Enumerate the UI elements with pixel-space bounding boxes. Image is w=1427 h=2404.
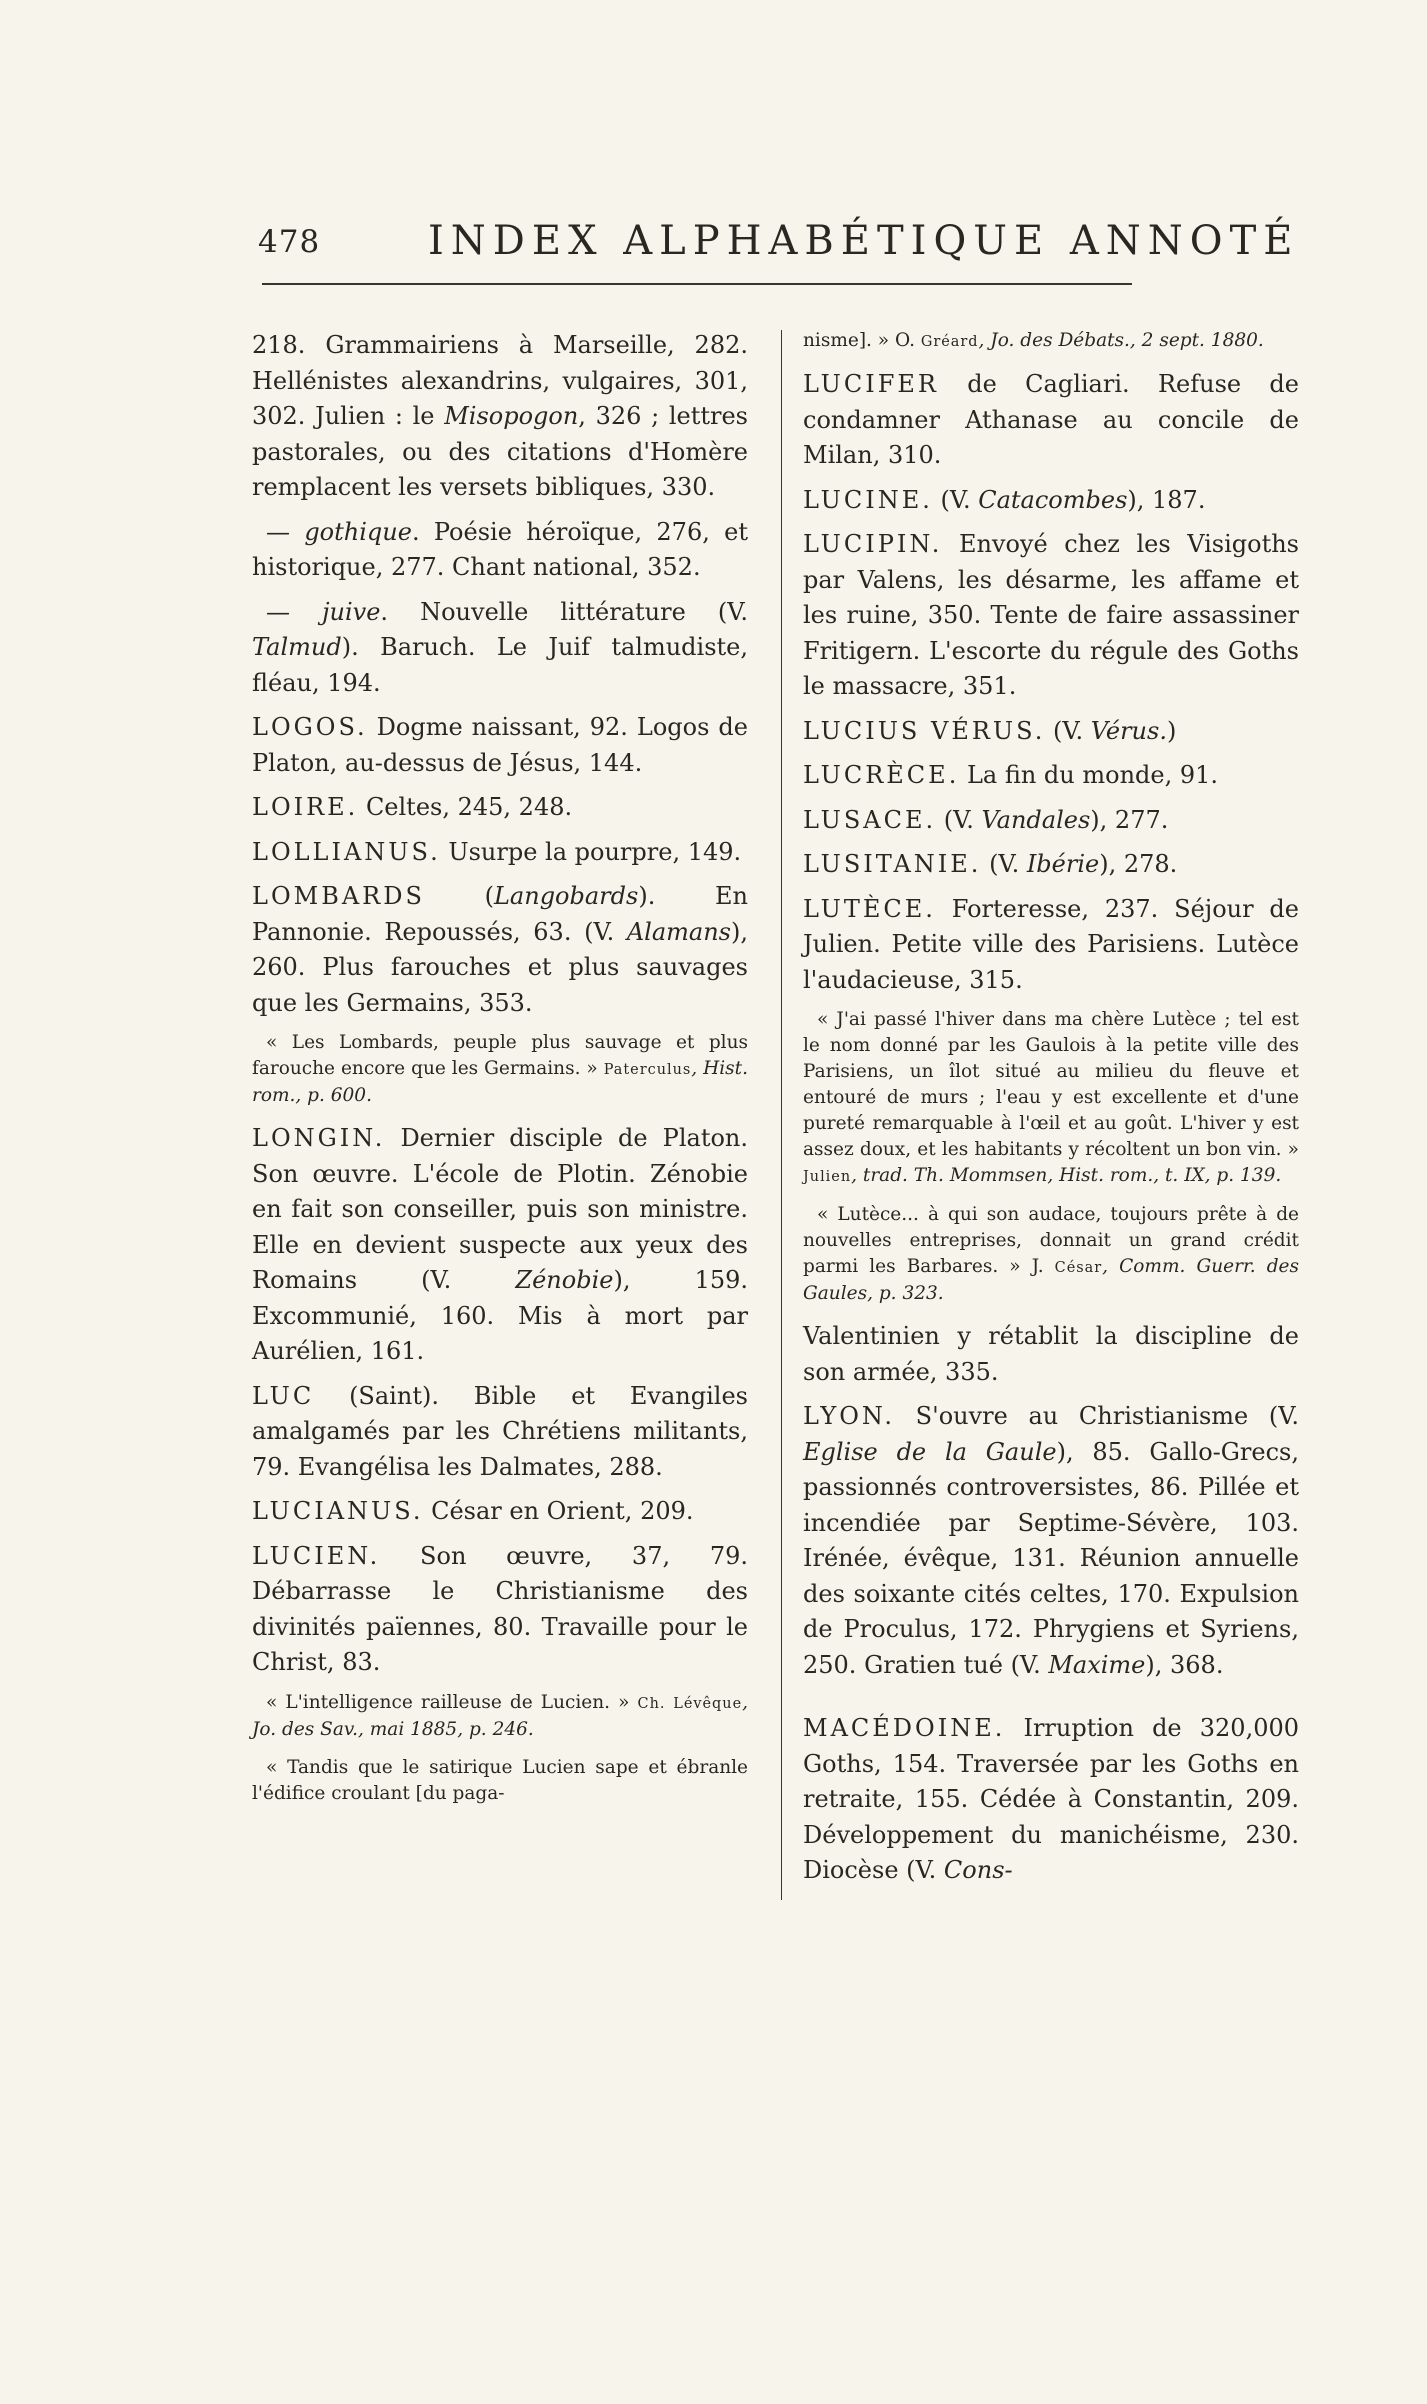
- quote-lutece-1: « J'ai passé l'hiver dans ma chère Lutèce ; tel est le nom donné par les Gaulois à la petite ville des Parisiens, un îlot situé au milieu du fleuve et entouré de murs ; l'eau y est excellente et d'une pureté remarquable à l'œil et au goût. L'hiver y est assez doux, et les habitants y récoltent un bon vin. » Julien, trad. Th. Mommsen, Hist. rom., t. IX, p. 139.: [803, 1009, 1299, 1186]
- entry-lutece: LUTÈCE. Forteresse, 237. Séjour de Julien. Petite ville des Parisiens. Lutèce l'audacieuse, 315.: [803, 894, 1299, 994]
- entry-litterature-juive: — juive. Nouvelle littérature (V. Talmud). Baruch. Le Juif talmudiste, fléau, 194.: [252, 597, 748, 697]
- entry-lucius-verus: LUCIUS VÉRUS. (V. Vérus.): [803, 716, 1177, 745]
- entry-lusace: LUSACE. (V. Vandales), 277.: [803, 805, 1169, 834]
- quote-lutece-2: « Lutèce... à qui son audace, toujours prête à de nouvelles entreprises, donnait un grand crédit parmi les Barbares. » J. César, Comm. Guerr. des Gaules, p. 323.: [803, 1204, 1300, 1304]
- left-column: [252, 328, 748, 1819]
- entry-lutece-tail: Valentinien y rétablit la discipline de son armée, 335.: [803, 1322, 1299, 1386]
- entry-lucine: LUCINE. (V. Catacombes), 187.: [803, 485, 1206, 514]
- entry-loire: LOIRE. Celtes, 245, 248.: [252, 793, 573, 821]
- entry-lollianus: LOLLIANUS. Usurpe la pourpre, 149.: [252, 837, 742, 866]
- running-title: INDEX ALPHABÉTIQUE ANNOTÉ: [428, 218, 1300, 264]
- quote-lucien-1: « L'intelligence railleuse de Lucien. » Ch. Lévêque, Jo. des Sav., mai 1885, p. 246.: [252, 1691, 748, 1740]
- entry-lucifer: LUCIFER de Cagliari. Refuse de condamner Athanase au concile de Milan, 310.: [803, 370, 1299, 469]
- entry-litterature-gothique: — gothique. Poésie héroïque, 276, et historique, 277. Chant national, 352.: [252, 517, 748, 581]
- entry-logos: LOGOS. Dogme naissant, 92. Logos de Platon, au-dessus de Jésus, 144.: [252, 713, 748, 777]
- page-number: 478: [258, 224, 321, 260]
- quote-lucien-2: « Tandis que le satirique Lucien sape et ébranle l'édifice croulant [du paga-: [252, 1756, 748, 1804]
- entry-lusitanie: LUSITANIE. (V. Ibérie), 278.: [803, 850, 1178, 878]
- header-rule: [262, 283, 1132, 285]
- entry-lucien: LUCIEN. Son œuvre, 37, 79. Débarrasse le Christianisme des divinités païennes, 80. Travaille pour le Christ, 83.: [252, 1541, 748, 1676]
- quote-lucien-2-cont: nisme]. » O. Gréard, Jo. des Débats., 2 sept. 1880.: [803, 330, 1264, 351]
- quote-lombards: « Les Lombards, peuple plus sauvage et plus farouche encore que les Germains. » Paterculus, Hist. rom., p. 600.: [252, 1032, 748, 1106]
- right-column: [803, 328, 1299, 1898]
- entry-lucrece: LUCRÈCE. La fin du monde, 91.: [803, 761, 1219, 789]
- entry-luc: LUC (Saint). Bible et Evangiles amalgamés par les Chrétiens militants, 79. Evangélisa les Dalmates, 288.: [252, 1381, 748, 1481]
- entry-lombards: LOMBARDS (Langobards). En Pannonie. Repoussés, 63. (V. Alamans), 260. Plus farouches et plus sauvages que les Germains, 353.: [252, 882, 748, 1017]
- entry-lucianus: LUCIANUS. César en Orient, 209.: [252, 1497, 694, 1525]
- entry-lyon: LYON. S'ouvre au Christianisme (V. Eglise de la Gaule), 85. Gallo-Grecs, passionnés controversistes, 86. Pillée et incendiée par Septime-Sévère, 103. Irénée, évêque, 131. Réunion annuelle des soixante cités celtes, 170. Expulsion de Proculus, 172. Phrygiens et Syriens, 250. Gratien tué (V. Maxime), 368.: [803, 1402, 1299, 1679]
- entry-lucipin: LUCIPIN. Envoyé chez les Visigoths par Valens, les désarme, les affame et les ruine, 350. Tente de faire assassiner Fritigern. L'escorte du régule des Goths le massacre, 351.: [803, 530, 1299, 700]
- entry-macedoine: MACÉDOINE. Irruption de 320,000 Goths, 154. Traversée par les Goths en retraite, 155. Cédée à Constantin, 209. Développement du manichéisme, 230. Diocèse (V. Cons-: [803, 1714, 1299, 1884]
- entry-litterature-cont: 218. Grammairiens à Marseille, 282. Hellénistes alexandrins, vulgaires, 301, 302. Julien : le Misopogon, 326 ; lettres pastorales, ou des citations d'Homère remplacent les versets bibliques, 330.: [252, 331, 748, 501]
- column-divider: [781, 330, 782, 1900]
- entry-longin: LONGIN. Dernier disciple de Platon. Son œuvre. L'école de Plotin. Zénobie en fait son conseiller, puis son ministre. Elle en devient suspecte aux yeux des Romains (V. Zénobie), 159. Excommunié, 160. Mis à mort par Aurélien, 161.: [252, 1124, 749, 1365]
